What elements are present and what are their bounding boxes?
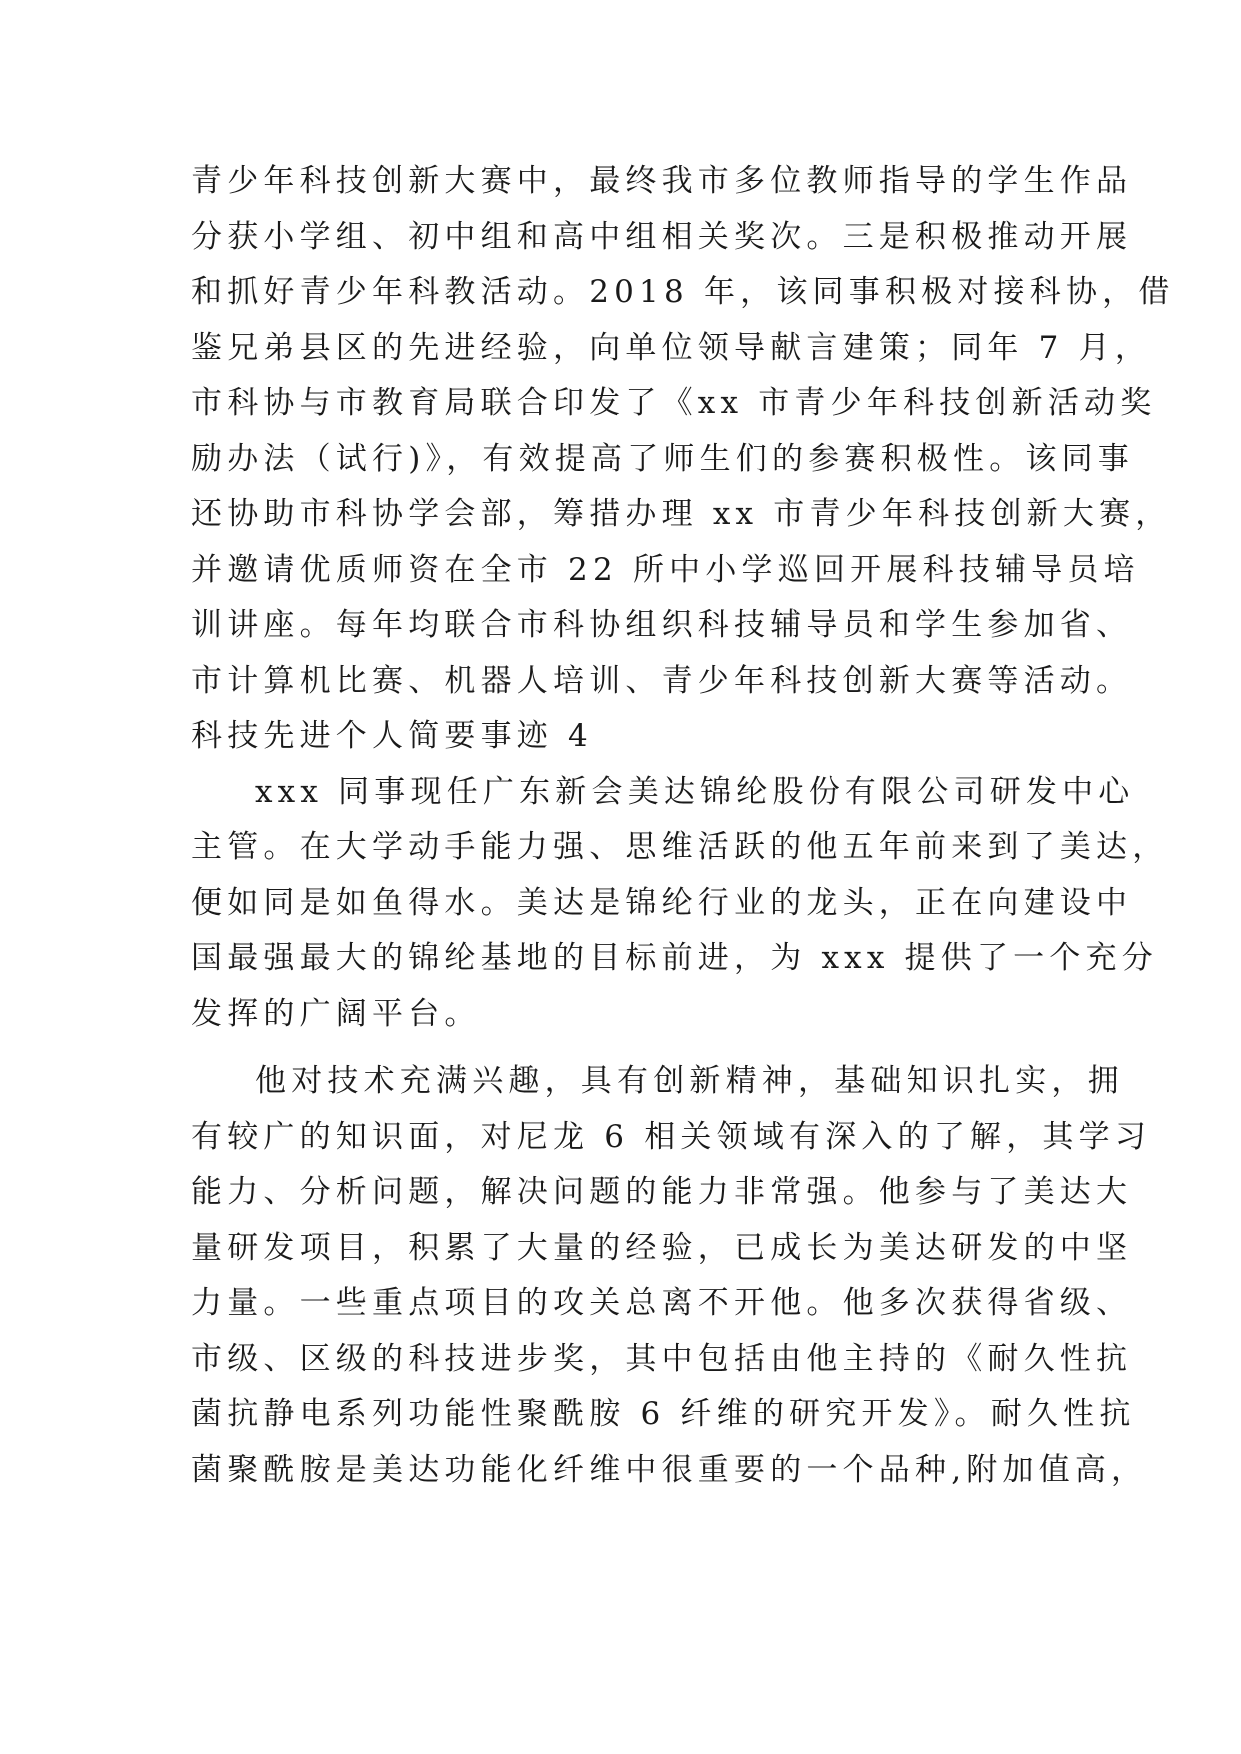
text-line: 鉴兄弟县区的先进经验，向单位领导献言建策；同年 7 月， — [191, 329, 1152, 366]
text-line: 主管。在大学动手能力强、思维活跃的他五年前来到了美达， — [191, 829, 1169, 865]
text-line: 励办法（试行)》，有效提高了师生们的参赛积极性。该同事 — [191, 440, 1134, 477]
text-line: xxx 同事现任广东新会美达锦纶股份有限公司研发中心 — [255, 773, 1135, 810]
paragraph-continuation — [191, 154, 1175, 709]
text-line: 菌抗静电系列功能性聚酰胺 6 纤维的研究开发》。耐久性抗 — [191, 1396, 1136, 1432]
text-line: 和抓好青少年科教活动。2018 年，该同事积极对接科协，借 — [191, 274, 1175, 310]
text-line: 市计算机比赛、机器人培训、青少年科技创新大赛等活动。 — [191, 662, 1133, 699]
text-line: 发挥的广阔平台。 — [191, 995, 481, 1032]
text-line: 青少年科技创新大赛中，最终我市多位教师指导的学生作品 — [191, 163, 1133, 199]
section-heading — [191, 709, 1063, 765]
heading-text: 科技先进个人简要事迹 4 — [191, 718, 593, 754]
text-line: 分获小学组、初中组和高中组相关奖次。三是积极推动开展 — [191, 218, 1133, 255]
text-line: 还协助市科协学会部，筹措办理 xx 市青少年科技创新大赛， — [191, 496, 1172, 532]
text-line: 他对技术充满兴趣，具有创新精神，基础知识扎实，拥 — [255, 1063, 1124, 1099]
text-line: 训讲座。每年均联合市科协组织科技辅导员和学生参加省、 — [191, 607, 1133, 643]
text-line: 市科协与市教育局联合印发了《xx 市青少年科技创新活动奖 — [191, 385, 1157, 421]
paragraph-intro — [191, 765, 1169, 1043]
text-line: 市级、区级的科技进步奖，其中包括由他主持的《耐久性抗 — [191, 1340, 1133, 1377]
text-line: 并邀请优质师资在全市 22 所中小学巡回开展科技辅导员培 — [191, 551, 1140, 588]
text-line: 有较广的知识面，对尼龙 6 相关领域有深入的了解，其学习 — [191, 1118, 1152, 1155]
document-body — [191, 154, 1175, 1498]
text-line: 便如同是如鱼得水。美达是锦纶行业的龙头，正在向建设中 — [191, 884, 1133, 921]
text-line: 国最强最大的锦纶基地的目标前进，为 xxx 提供了一个充分 — [191, 940, 1158, 976]
text-line: 力量。一些重点项目的攻关总离不开他。他多次获得省级、 — [191, 1285, 1133, 1321]
paragraph-achievements — [191, 1054, 1152, 1498]
text-line: 能力、分析问题，解决问题的能力非常强。他参与了美达大 — [191, 1174, 1133, 1210]
text-line: 菌聚酰胺是美达功能化纤维中很重要的一个品种,附加值高， — [191, 1451, 1148, 1488]
text-line: 量研发项目，积累了大量的经验，已成长为美达研发的中坚 — [191, 1229, 1133, 1266]
paragraph-spacing — [191, 1042, 1063, 1054]
